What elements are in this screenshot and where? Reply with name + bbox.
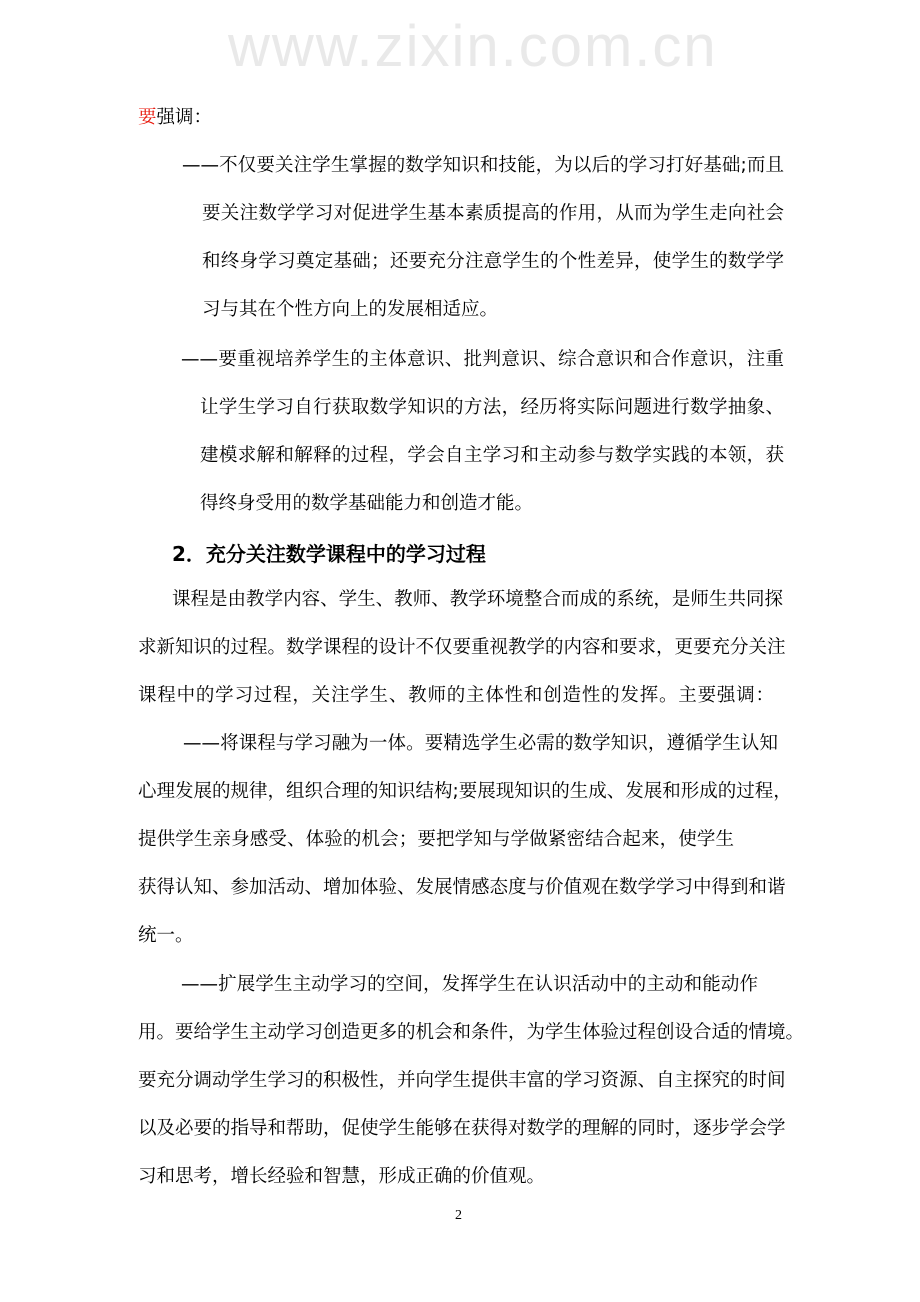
item3-line: 获得认知、参加活动、增加体验、发展情感态度与价值观在数学学习中得到和谐	[138, 877, 786, 898]
intro-line	[138, 106, 212, 130]
item2-line: ——要重视培养学生的主体意识、批判意识、综合意识和合作意识，注重	[181, 349, 784, 370]
item2-line: 建模求解和解释的过程，学会自主学习和主动参与数学实践的本领，获	[200, 445, 784, 466]
para-line: 课程中的学习过程，关注学生、教师的主体性和创造性的发挥。主要强调：	[138, 685, 774, 706]
page-number: 2	[455, 1208, 462, 1223]
item1-line: 和终身学习奠定基础；还要充分注意学生的个性差异，使学生的数学学	[202, 251, 784, 272]
item1-line: 要关注数学学习对促进学生基本素质提高的作用，从而为学生走向社会	[202, 203, 784, 224]
intro-text: 强调：	[156, 107, 213, 128]
para-line: 课程是由教学内容、学生、教师、教学环境整合而成的系统，是师生共同探	[172, 589, 783, 610]
item2-line: 得终身受用的数学基础能力和创造才能。	[200, 493, 534, 514]
item4-line: ——扩展学生主动学习的空间，发挥学生在认识活动中的主动和能动作	[181, 974, 758, 995]
item4-line: 要充分调动学生学习的积极性，并向学生提供丰富的学习资源、自主探究的时间	[138, 1070, 786, 1091]
item3-line: 提供学生亲身感受、体验的机会；要把学知与学做紧密结合起来，使学生	[138, 829, 734, 850]
item3-line: 心理发展的规律，组织合理的知识结构;要展现知识的生成、发展和形成的过程，	[138, 781, 792, 802]
item1-line: ——不仅要关注学生掌握的数学知识和技能，为以后的学习打好基础;而且	[182, 155, 784, 176]
item2-line: 让学生学习自行获取数学知识的方法，经历将实际问题进行数学抽象、	[200, 397, 784, 418]
section-heading: 2．充分关注数学课程中的学习过程	[172, 542, 486, 566]
item3-line: 统一。	[138, 925, 194, 946]
item1-line: 习与其在个性方向上的发展相适应。	[202, 299, 499, 320]
item4-line: 用。要给学生主动学习创造更多的机会和条件，为学生体验过程创设合适的情境。	[138, 1022, 805, 1043]
item4-line: 以及必要的指导和帮助，促使学生能够在获得对数学的理解的同时，逐步学会学	[138, 1118, 786, 1139]
highlighted-char: 要	[138, 107, 157, 128]
item3-line: ——将课程与学习融为一体。要精选学生必需的数学知识，遵循学生认知	[183, 733, 778, 754]
item4-line: 习和思考，增长经验和智慧，形成正确的价值观。	[138, 1166, 546, 1187]
para-line: 求新知识的过程。数学课程的设计不仅要重视教学的内容和要求，更要充分关注	[138, 637, 786, 658]
watermark: www.zixin.com.cn	[228, 14, 718, 79]
